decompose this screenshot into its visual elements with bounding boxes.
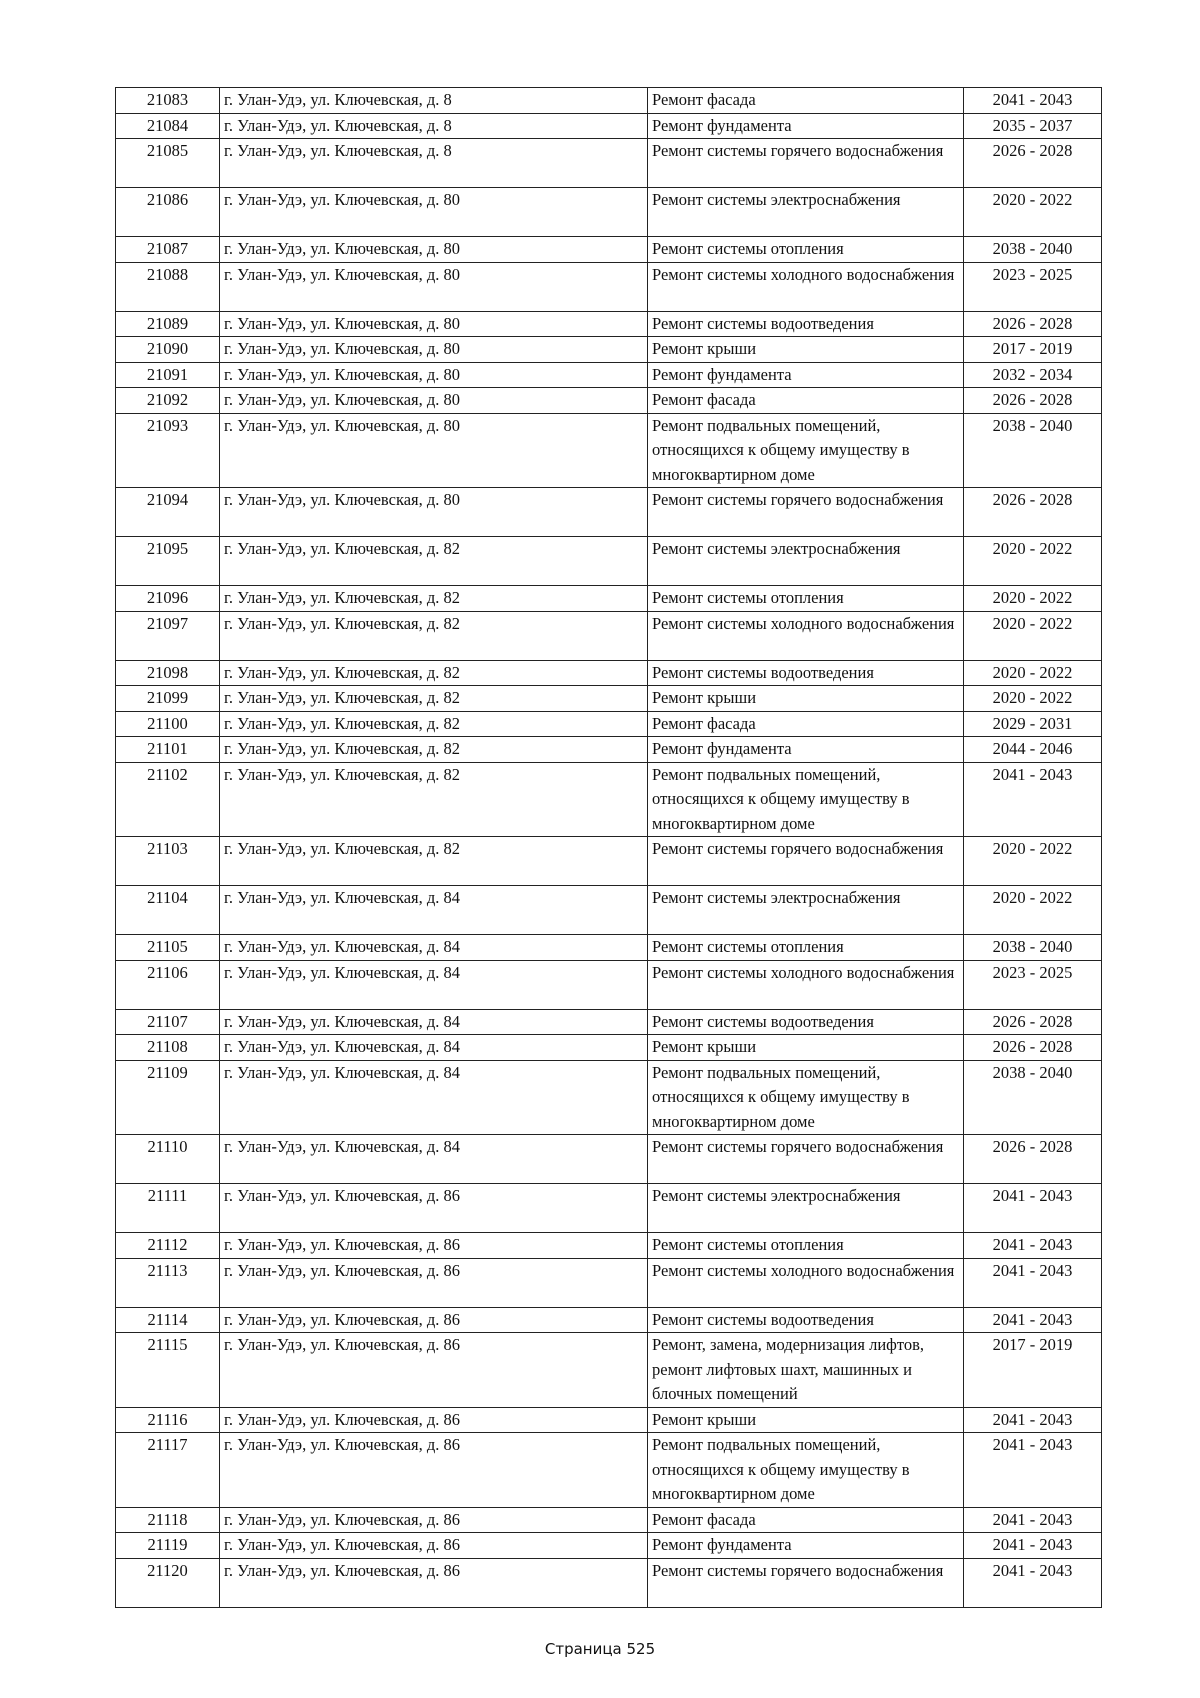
table-row bbox=[116, 413, 1102, 488]
table-row bbox=[116, 237, 1102, 263]
repair-schedule-table bbox=[115, 87, 1102, 1608]
row-id-cell: 21120 bbox=[116, 1558, 220, 1607]
period-cell: 2020 - 2022 bbox=[964, 660, 1102, 686]
table-row bbox=[116, 1333, 1102, 1408]
period-cell: 2038 - 2040 bbox=[964, 413, 1102, 488]
row-id-cell: 21092 bbox=[116, 388, 220, 414]
address-cell: г. Улан-Удэ, ул. Ключевская, д. 86 bbox=[220, 1184, 648, 1233]
work-type-cell: Ремонт системы отопления bbox=[648, 935, 964, 961]
work-type-cell: Ремонт фасада bbox=[648, 388, 964, 414]
row-id-cell: 21108 bbox=[116, 1035, 220, 1061]
address-cell: г. Улан-Удэ, ул. Ключевская, д. 82 bbox=[220, 660, 648, 686]
table-row bbox=[116, 1507, 1102, 1533]
work-type-cell: Ремонт подвальных помещений, относящихся к общему имуществу в многоквартирном доме bbox=[648, 413, 964, 488]
period-cell: 2041 - 2043 bbox=[964, 1184, 1102, 1233]
work-type-cell: Ремонт фундамента bbox=[648, 737, 964, 763]
address-cell: г. Улан-Удэ, ул. Ключевская, д. 82 bbox=[220, 711, 648, 737]
row-id-cell: 21117 bbox=[116, 1433, 220, 1508]
period-cell: 2041 - 2043 bbox=[964, 762, 1102, 837]
table-row bbox=[116, 737, 1102, 763]
row-id-cell: 21113 bbox=[116, 1258, 220, 1307]
address-cell: г. Улан-Удэ, ул. Ключевская, д. 8 bbox=[220, 139, 648, 188]
work-type-cell: Ремонт системы горячего водоснабжения bbox=[648, 1558, 964, 1607]
table-row bbox=[116, 660, 1102, 686]
row-id-cell: 21111 bbox=[116, 1184, 220, 1233]
work-type-cell: Ремонт системы горячего водоснабжения bbox=[648, 488, 964, 537]
address-cell: г. Улан-Удэ, ул. Ключевская, д. 86 bbox=[220, 1333, 648, 1408]
work-type-cell: Ремонт системы электроснабжения bbox=[648, 1184, 964, 1233]
work-type-cell: Ремонт системы горячего водоснабжения bbox=[648, 1135, 964, 1184]
table-row bbox=[116, 762, 1102, 837]
work-type-cell: Ремонт системы отопления bbox=[648, 237, 964, 263]
work-type-cell: Ремонт фасада bbox=[648, 88, 964, 114]
table-row bbox=[116, 1009, 1102, 1035]
work-type-cell: Ремонт фасада bbox=[648, 711, 964, 737]
table-row bbox=[116, 960, 1102, 1009]
row-id-cell: 21115 bbox=[116, 1333, 220, 1408]
period-cell: 2026 - 2028 bbox=[964, 488, 1102, 537]
table-row bbox=[116, 188, 1102, 237]
row-id-cell: 21093 bbox=[116, 413, 220, 488]
work-type-cell: Ремонт крыши bbox=[648, 686, 964, 712]
period-cell: 2026 - 2028 bbox=[964, 1035, 1102, 1061]
period-cell: 2041 - 2043 bbox=[964, 1507, 1102, 1533]
table-row bbox=[116, 1558, 1102, 1607]
address-cell: г. Улан-Удэ, ул. Ключевская, д. 80 bbox=[220, 311, 648, 337]
period-cell: 2041 - 2043 bbox=[964, 1407, 1102, 1433]
period-cell: 2026 - 2028 bbox=[964, 388, 1102, 414]
address-cell: г. Улан-Удэ, ул. Ключевская, д. 82 bbox=[220, 737, 648, 763]
table-row bbox=[116, 1258, 1102, 1307]
period-cell: 2020 - 2022 bbox=[964, 611, 1102, 660]
row-id-cell: 21083 bbox=[116, 88, 220, 114]
address-cell: г. Улан-Удэ, ул. Ключевская, д. 84 bbox=[220, 1135, 648, 1184]
period-cell: 2041 - 2043 bbox=[964, 1558, 1102, 1607]
table-row bbox=[116, 1035, 1102, 1061]
period-cell: 2038 - 2040 bbox=[964, 1060, 1102, 1135]
work-type-cell: Ремонт системы водоотведения bbox=[648, 311, 964, 337]
address-cell: г. Улан-Удэ, ул. Ключевская, д. 86 bbox=[220, 1407, 648, 1433]
table-row bbox=[116, 1060, 1102, 1135]
address-cell: г. Улан-Удэ, ул. Ключевская, д. 80 bbox=[220, 262, 648, 311]
table-row bbox=[116, 311, 1102, 337]
row-id-cell: 21110 bbox=[116, 1135, 220, 1184]
work-type-cell: Ремонт подвальных помещений, относящихся к общему имуществу в многоквартирном доме bbox=[648, 762, 964, 837]
row-id-cell: 21103 bbox=[116, 837, 220, 886]
table-row bbox=[116, 488, 1102, 537]
row-id-cell: 21100 bbox=[116, 711, 220, 737]
address-cell: г. Улан-Удэ, ул. Ключевская, д. 86 bbox=[220, 1558, 648, 1607]
address-cell: г. Улан-Удэ, ул. Ключевская, д. 8 bbox=[220, 113, 648, 139]
row-id-cell: 21085 bbox=[116, 139, 220, 188]
row-id-cell: 21107 bbox=[116, 1009, 220, 1035]
work-type-cell: Ремонт системы холодного водоснабжения bbox=[648, 960, 964, 1009]
address-cell: г. Улан-Удэ, ул. Ключевская, д. 8 bbox=[220, 88, 648, 114]
period-cell: 2026 - 2028 bbox=[964, 1135, 1102, 1184]
table-row bbox=[116, 1433, 1102, 1508]
address-cell: г. Улан-Удэ, ул. Ключевская, д. 84 bbox=[220, 1035, 648, 1061]
work-type-cell: Ремонт системы горячего водоснабжения bbox=[648, 139, 964, 188]
work-type-cell: Ремонт системы горячего водоснабжения bbox=[648, 837, 964, 886]
row-id-cell: 21091 bbox=[116, 362, 220, 388]
table-row bbox=[116, 1233, 1102, 1259]
table-row bbox=[116, 886, 1102, 935]
period-cell: 2017 - 2019 bbox=[964, 1333, 1102, 1408]
table-row bbox=[116, 262, 1102, 311]
row-id-cell: 21112 bbox=[116, 1233, 220, 1259]
table-row bbox=[116, 611, 1102, 660]
address-cell: г. Улан-Удэ, ул. Ключевская, д. 86 bbox=[220, 1233, 648, 1259]
row-id-cell: 21087 bbox=[116, 237, 220, 263]
row-id-cell: 21109 bbox=[116, 1060, 220, 1135]
address-cell: г. Улан-Удэ, ул. Ключевская, д. 86 bbox=[220, 1258, 648, 1307]
period-cell: 2032 - 2034 bbox=[964, 362, 1102, 388]
work-type-cell: Ремонт крыши bbox=[648, 1035, 964, 1061]
row-id-cell: 21114 bbox=[116, 1307, 220, 1333]
period-cell: 2041 - 2043 bbox=[964, 1233, 1102, 1259]
address-cell: г. Улан-Удэ, ул. Ключевская, д. 84 bbox=[220, 1009, 648, 1035]
address-cell: г. Улан-Удэ, ул. Ключевская, д. 80 bbox=[220, 237, 648, 263]
work-type-cell: Ремонт системы холодного водоснабжения bbox=[648, 611, 964, 660]
address-cell: г. Улан-Удэ, ул. Ключевская, д. 82 bbox=[220, 686, 648, 712]
table-row bbox=[116, 362, 1102, 388]
table-row bbox=[116, 711, 1102, 737]
row-id-cell: 21097 bbox=[116, 611, 220, 660]
period-cell: 2038 - 2040 bbox=[964, 935, 1102, 961]
work-type-cell: Ремонт фасада bbox=[648, 1507, 964, 1533]
row-id-cell: 21104 bbox=[116, 886, 220, 935]
work-type-cell: Ремонт системы электроснабжения bbox=[648, 537, 964, 586]
period-cell: 2041 - 2043 bbox=[964, 1307, 1102, 1333]
period-cell: 2020 - 2022 bbox=[964, 886, 1102, 935]
address-cell: г. Улан-Удэ, ул. Ключевская, д. 82 bbox=[220, 537, 648, 586]
work-type-cell: Ремонт крыши bbox=[648, 1407, 964, 1433]
work-type-cell: Ремонт, замена, модернизация лифтов, ремонт лифтовых шахт, машинных и блочных помещений bbox=[648, 1333, 964, 1408]
table-row bbox=[116, 586, 1102, 612]
address-cell: г. Улан-Удэ, ул. Ключевская, д. 86 bbox=[220, 1307, 648, 1333]
address-cell: г. Улан-Удэ, ул. Ключевская, д. 84 bbox=[220, 1060, 648, 1135]
work-type-cell: Ремонт системы электроснабжения bbox=[648, 886, 964, 935]
row-id-cell: 21089 bbox=[116, 311, 220, 337]
work-type-cell: Ремонт подвальных помещений, относящихся к общему имуществу в многоквартирном доме bbox=[648, 1433, 964, 1508]
period-cell: 2041 - 2043 bbox=[964, 1433, 1102, 1508]
row-id-cell: 21096 bbox=[116, 586, 220, 612]
address-cell: г. Улан-Удэ, ул. Ключевская, д. 80 bbox=[220, 362, 648, 388]
period-cell: 2026 - 2028 bbox=[964, 139, 1102, 188]
address-cell: г. Улан-Удэ, ул. Ключевская, д. 86 bbox=[220, 1507, 648, 1533]
period-cell: 2041 - 2043 bbox=[964, 1258, 1102, 1307]
table-row bbox=[116, 686, 1102, 712]
address-cell: г. Улан-Удэ, ул. Ключевская, д. 80 bbox=[220, 488, 648, 537]
table-body bbox=[116, 88, 1102, 1608]
work-type-cell: Ремонт фундамента bbox=[648, 113, 964, 139]
address-cell: г. Улан-Удэ, ул. Ключевская, д. 82 bbox=[220, 837, 648, 886]
table-row bbox=[116, 935, 1102, 961]
table-row bbox=[116, 837, 1102, 886]
table-row bbox=[116, 139, 1102, 188]
work-type-cell: Ремонт подвальных помещений, относящихся к общему имуществу в многоквартирном доме bbox=[648, 1060, 964, 1135]
period-cell: 2020 - 2022 bbox=[964, 686, 1102, 712]
address-cell: г. Улан-Удэ, ул. Ключевская, д. 84 bbox=[220, 960, 648, 1009]
period-cell: 2023 - 2025 bbox=[964, 960, 1102, 1009]
period-cell: 2023 - 2025 bbox=[964, 262, 1102, 311]
period-cell: 2041 - 2043 bbox=[964, 88, 1102, 114]
address-cell: г. Улан-Удэ, ул. Ключевская, д. 80 bbox=[220, 388, 648, 414]
table-row bbox=[116, 337, 1102, 363]
row-id-cell: 21105 bbox=[116, 935, 220, 961]
row-id-cell: 21116 bbox=[116, 1407, 220, 1433]
address-cell: г. Улан-Удэ, ул. Ключевская, д. 86 bbox=[220, 1533, 648, 1559]
period-cell: 2026 - 2028 bbox=[964, 311, 1102, 337]
period-cell: 2044 - 2046 bbox=[964, 737, 1102, 763]
address-cell: г. Улан-Удэ, ул. Ключевская, д. 80 bbox=[220, 413, 648, 488]
address-cell: г. Улан-Удэ, ул. Ключевская, д. 84 bbox=[220, 935, 648, 961]
table-row bbox=[116, 113, 1102, 139]
table-row bbox=[116, 1533, 1102, 1559]
period-cell: 2041 - 2043 bbox=[964, 1533, 1102, 1559]
row-id-cell: 21090 bbox=[116, 337, 220, 363]
table-row bbox=[116, 1407, 1102, 1433]
period-cell: 2020 - 2022 bbox=[964, 837, 1102, 886]
page-number: Страница 525 bbox=[544, 1640, 656, 1658]
work-type-cell: Ремонт крыши bbox=[648, 337, 964, 363]
address-cell: г. Улан-Удэ, ул. Ключевская, д. 82 bbox=[220, 611, 648, 660]
row-id-cell: 21095 bbox=[116, 537, 220, 586]
work-type-cell: Ремонт системы отопления bbox=[648, 1233, 964, 1259]
table-row bbox=[116, 88, 1102, 114]
work-type-cell: Ремонт системы холодного водоснабжения bbox=[648, 262, 964, 311]
row-id-cell: 21106 bbox=[116, 960, 220, 1009]
table-row bbox=[116, 537, 1102, 586]
row-id-cell: 21099 bbox=[116, 686, 220, 712]
table-row bbox=[116, 1135, 1102, 1184]
period-cell: 2026 - 2028 bbox=[964, 1009, 1102, 1035]
work-type-cell: Ремонт системы электроснабжения bbox=[648, 188, 964, 237]
period-cell: 2020 - 2022 bbox=[964, 188, 1102, 237]
work-type-cell: Ремонт системы водоотведения bbox=[648, 1307, 964, 1333]
period-cell: 2038 - 2040 bbox=[964, 237, 1102, 263]
work-type-cell: Ремонт системы отопления bbox=[648, 586, 964, 612]
address-cell: г. Улан-Удэ, ул. Ключевская, д. 80 bbox=[220, 188, 648, 237]
address-cell: г. Улан-Удэ, ул. Ключевская, д. 82 bbox=[220, 762, 648, 837]
row-id-cell: 21084 bbox=[116, 113, 220, 139]
period-cell: 2020 - 2022 bbox=[964, 537, 1102, 586]
period-cell: 2029 - 2031 bbox=[964, 711, 1102, 737]
work-type-cell: Ремонт системы холодного водоснабжения bbox=[648, 1258, 964, 1307]
period-cell: 2035 - 2037 bbox=[964, 113, 1102, 139]
row-id-cell: 21119 bbox=[116, 1533, 220, 1559]
row-id-cell: 21098 bbox=[116, 660, 220, 686]
address-cell: г. Улан-Удэ, ул. Ключевская, д. 84 bbox=[220, 886, 648, 935]
work-type-cell: Ремонт фундамента bbox=[648, 362, 964, 388]
row-id-cell: 21094 bbox=[116, 488, 220, 537]
work-type-cell: Ремонт системы водоотведения bbox=[648, 660, 964, 686]
address-cell: г. Улан-Удэ, ул. Ключевская, д. 80 bbox=[220, 337, 648, 363]
row-id-cell: 21102 bbox=[116, 762, 220, 837]
work-type-cell: Ремонт фундамента bbox=[648, 1533, 964, 1559]
row-id-cell: 21101 bbox=[116, 737, 220, 763]
row-id-cell: 21088 bbox=[116, 262, 220, 311]
work-type-cell: Ремонт системы водоотведения bbox=[648, 1009, 964, 1035]
table-row bbox=[116, 388, 1102, 414]
row-id-cell: 21086 bbox=[116, 188, 220, 237]
address-cell: г. Улан-Удэ, ул. Ключевская, д. 82 bbox=[220, 586, 648, 612]
row-id-cell: 21118 bbox=[116, 1507, 220, 1533]
period-cell: 2020 - 2022 bbox=[964, 586, 1102, 612]
table-row bbox=[116, 1307, 1102, 1333]
table-row bbox=[116, 1184, 1102, 1233]
address-cell: г. Улан-Удэ, ул. Ключевская, д. 86 bbox=[220, 1433, 648, 1508]
period-cell: 2017 - 2019 bbox=[964, 337, 1102, 363]
